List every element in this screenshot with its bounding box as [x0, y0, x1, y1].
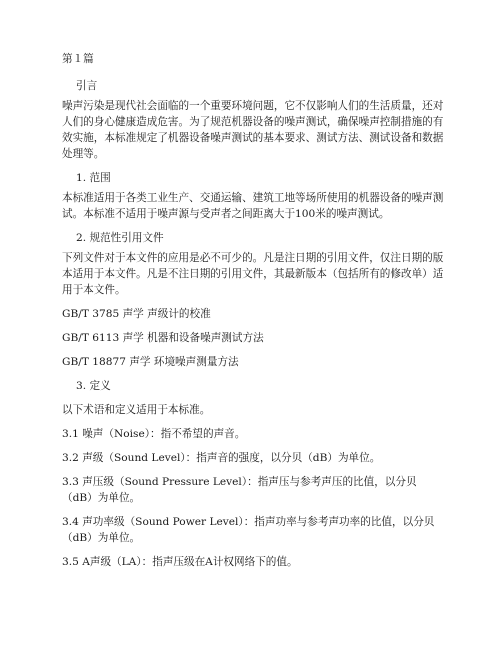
definition-item: 3.5 A声级（LA）：指声压级在A计权网络下的值。 [62, 556, 298, 568]
definition-item: 3.3 声压级（Sound Pressure Level）：指声压与参考声压的比值，以分贝（dB）为单位。 [62, 476, 417, 504]
intro-paragraph: 噪声污染是现代社会面临的一个重要环境问题，它不仅影响人们的生活质量，还对人们的身心健康造成危害。为了规范机器设备的噪声测试，确保噪声控制措施的有效实施，本标准规定了机器设备噪声测试的基本要求、测试方法、测试设备和数据处理等。 [62, 100, 444, 160]
definition-item: 3.4 声功率级（Sound Power Level）：指声功率与参考声功率的比值，以分贝（dB）为单位。 [62, 516, 435, 544]
section-3-intro: 以下术语和定义适用于本标准。 [62, 404, 211, 416]
definition-item: 3.1 噪声（Noise）：指不希望的声音。 [62, 428, 246, 440]
reference-item: GB/T 6113 声学 机器和设备噪声测试方法 [62, 332, 264, 344]
section-2-heading: 2. 规范性引用文件 [76, 232, 164, 244]
reference-item: GB/T 18877 声学 环境噪声测量方法 [62, 356, 239, 368]
section-1-paragraph: 本标准适用于各类工业生产、交通运输、建筑工地等场所使用的机器设备的噪声测试。本标准不适用于噪声源与受声者之间距离大于100米的噪声测试。 [62, 192, 444, 220]
section-3-heading: 3. 定义 [76, 380, 111, 392]
reference-item: GB/T 3785 声学 声级计的校准 [62, 308, 211, 320]
definition-item: 3.2 声级（Sound Level）：指声音的强度，以分贝（dB）为单位。 [62, 452, 381, 464]
part-heading: 第１篇 [62, 53, 94, 65]
section-1-heading: 1. 范围 [76, 172, 111, 184]
section-2-paragraph: 下列文件对于本文件的应用是必不可少的。凡是注日期的引用文件，仅注日期的版本适用于本文件。凡是不注日期的引用文件，其最新版本（包括所有的修改单）适用于本文件。 [62, 252, 444, 296]
intro-heading: 引言 [76, 80, 98, 92]
